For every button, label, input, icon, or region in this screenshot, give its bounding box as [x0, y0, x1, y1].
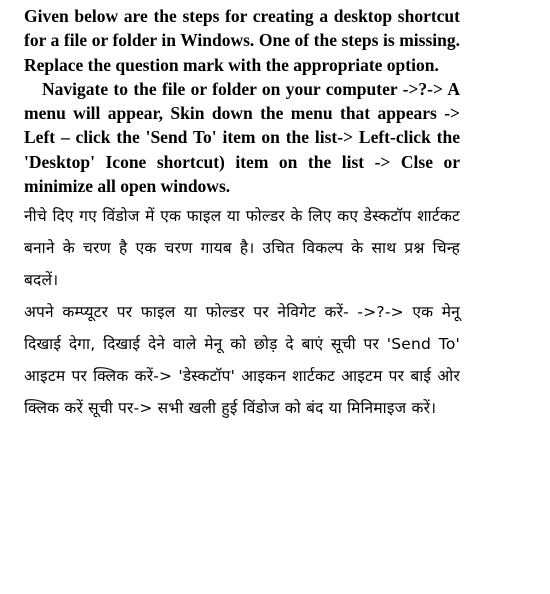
english-intro-paragraph: Given below are the steps for creating a desktop shortcut for a file or folder in Windows. One of the steps is missing. Replace the question mark with the appropriate option. [24, 6, 460, 75]
question-document [24, 4, 460, 424]
hindi-intro-paragraph: नीचे दिए गए विंडोज में एक फाइल या फोल्डर के लिए कए डेस्कटॉप शार्टकट बनाने के चरण है एक चरण गायब है। उचित विकल्प के साथ प्रश्न चिन्ह बदलें। [24, 207, 460, 290]
hindi-steps-paragraph: अपने कम्प्यूटर पर फाइल या फोल्डर पर नेविगेट करें- ->?-> एक मेनू दिखाई देगा, दिखाई देने वाले मेनू को छोड़ दे बाएं सूची पर 'Send To' आइटम पर क्लिक करें-> 'डेस्कटॉप' आइकन शार्टकट आइटम पर बाई ओर क्लिक करें सूची पर-> सभी खली हुई विंडोज को बंद या मिनिमाइज करें। [24, 303, 460, 418]
english-steps-paragraph: Navigate to the file or folder on your computer ->?-> A menu will appear, Skin down the menu that appears -> Left – click the 'Send To' item on the list-> Left-click the 'Desktop' Icone shortcut) item on the list -> Clse or minimize all open windows. [24, 78, 460, 197]
